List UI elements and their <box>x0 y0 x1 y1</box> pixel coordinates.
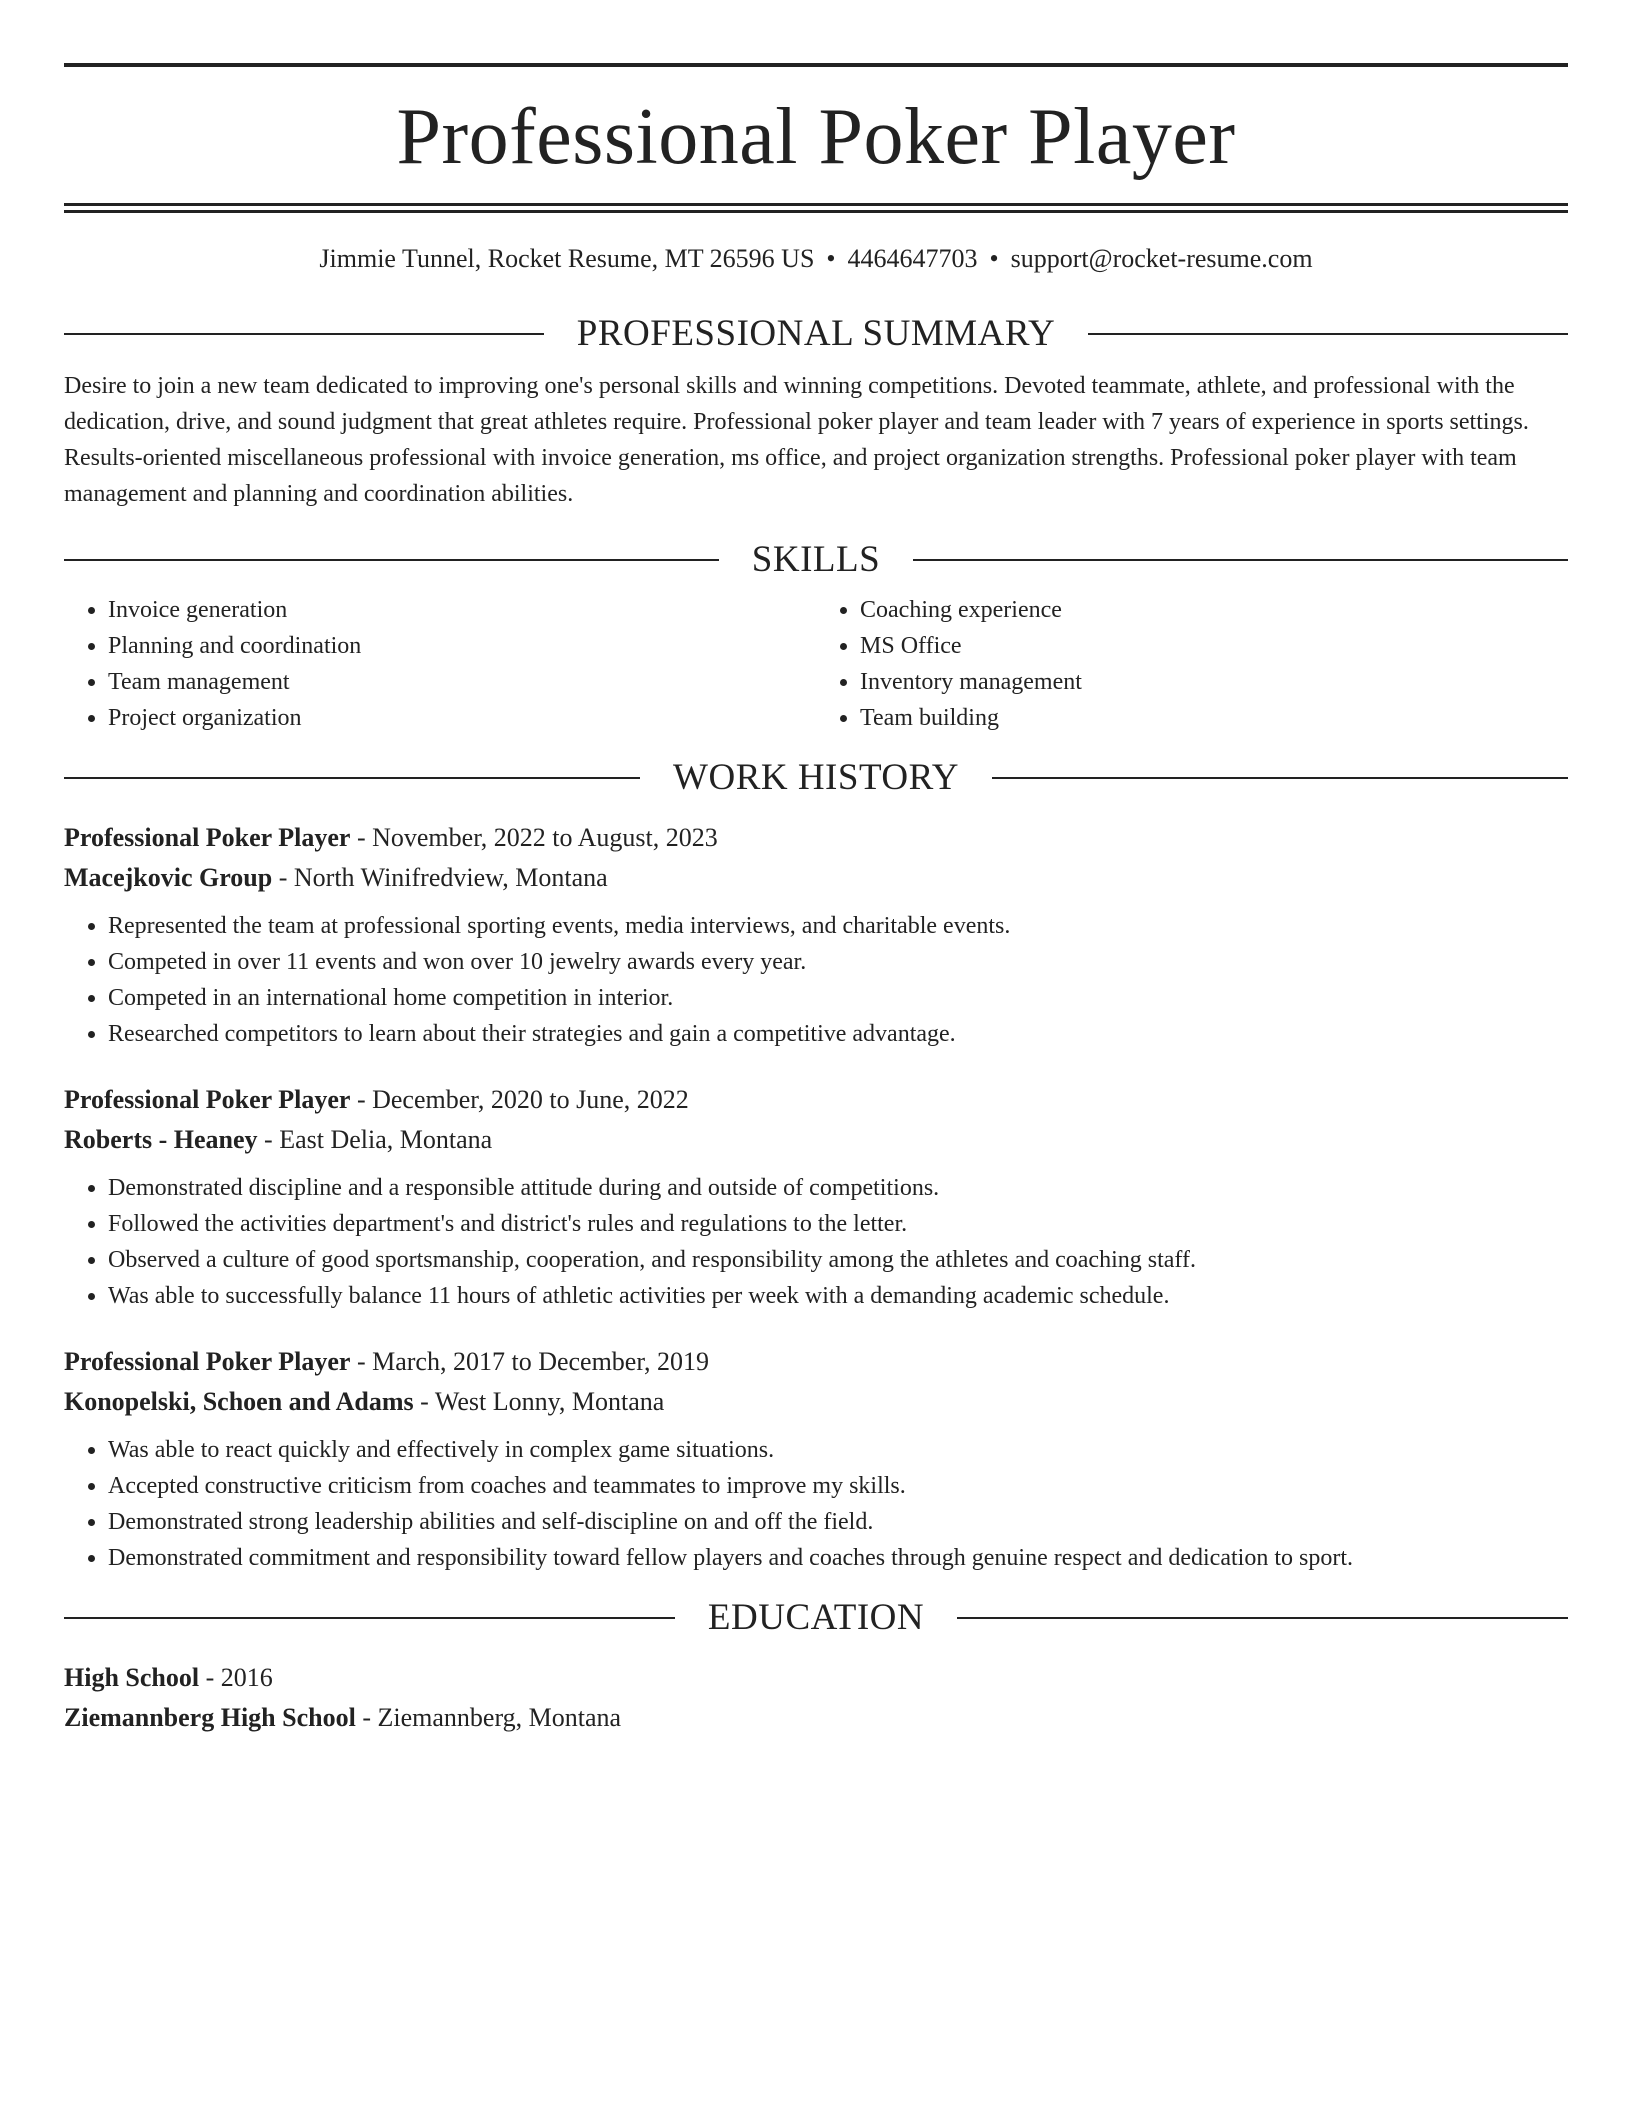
education-entry <box>64 1658 1568 1738</box>
graduation-year: 2016 <box>220 1663 273 1692</box>
job-company-line <box>64 858 1568 898</box>
skills-column-left <box>64 592 816 736</box>
job-location: East Delia, Montana <box>279 1125 493 1154</box>
heading-rule <box>64 777 640 779</box>
job-location: West Lonny, Montana <box>434 1387 665 1416</box>
job-company: Macejkovic Group <box>64 863 273 892</box>
list-item: • Demonstrated discipline and a responsible attitude during and outside of competitions. <box>108 1170 1568 1206</box>
skill-item: • Project organization <box>108 700 816 736</box>
list-item: • Competed in an international home competition in interior. <box>108 980 1568 1016</box>
job-company-line <box>64 1120 1568 1160</box>
job-dates: December, 2020 to June, 2022 <box>372 1085 689 1114</box>
job-title: Professional Poker Player <box>64 1347 351 1376</box>
skill-item: • Invoice generation <box>108 592 816 628</box>
work-heading <box>64 756 1568 800</box>
skills-heading <box>64 538 1568 582</box>
dash: - <box>350 1085 373 1114</box>
dash: - <box>272 863 294 892</box>
degree-line <box>64 1658 1568 1698</box>
heading-rule <box>957 1617 1568 1619</box>
contact-separator: • <box>989 244 999 273</box>
heading-rule <box>1088 333 1568 335</box>
skill-item: • Inventory management <box>860 664 1568 700</box>
job-bullets <box>64 908 1568 1052</box>
school-name: Ziemannberg High School <box>64 1703 356 1732</box>
contact-email: support@rocket-resume.com <box>1010 244 1313 273</box>
dash: - <box>350 1347 373 1376</box>
job-dates: November, 2022 to August, 2023 <box>372 823 718 852</box>
list-item: • Accepted constructive criticism from coaches and teammates to improve my skills. <box>108 1468 1568 1504</box>
section-title: WORK HISTORY <box>673 757 959 798</box>
resume-page <box>64 0 1568 1738</box>
list-item: • Observed a culture of good sportsmanship, cooperation, and responsibility among the athletes and coaching staff. <box>108 1242 1568 1278</box>
job-title-line <box>64 1080 1568 1120</box>
heading-rule <box>913 559 1568 561</box>
job-company: Konopelski, Schoen and Adams <box>64 1387 414 1416</box>
summary-heading <box>64 312 1568 356</box>
job-title-line <box>64 1342 1568 1382</box>
section-title: PROFESSIONAL SUMMARY <box>576 313 1056 354</box>
skills-column-right <box>816 592 1568 736</box>
job-title-line <box>64 818 1568 858</box>
job-company: Roberts - Heaney <box>64 1125 258 1154</box>
list-item: • Competed in over 11 events and won over 10 jewelry awards every year. <box>108 944 1568 980</box>
skill-item: • Team management <box>108 664 816 700</box>
skill-item: • Coaching experience <box>860 592 1568 628</box>
heading-rule <box>64 333 544 335</box>
job-title: Professional Poker Player <box>64 1085 351 1114</box>
double-rule <box>64 203 1568 213</box>
list-item: • Was able to react quickly and effectively in complex game situations. <box>108 1432 1568 1468</box>
job-bullets <box>64 1170 1568 1314</box>
job-entry <box>64 1342 1568 1576</box>
dash: - <box>355 1703 378 1732</box>
dash: - <box>199 1663 221 1692</box>
top-rule <box>64 63 1568 67</box>
list-item: • Demonstrated strong leadership abilities and self-discipline on and off the field. <box>108 1504 1568 1540</box>
job-title: Professional Poker Player <box>64 823 351 852</box>
job-entry <box>64 818 1568 1052</box>
education-heading <box>64 1596 1568 1640</box>
skill-item: • Team building <box>860 700 1568 736</box>
degree: High School <box>64 1663 200 1692</box>
contact-phone: 4464647703 <box>847 244 978 273</box>
skill-item: • Planning and coordination <box>108 628 816 664</box>
contact-address: Jimmie Tunnel, Rocket Resume, MT 26596 US <box>319 244 815 273</box>
list-item: • Demonstrated commitment and responsibility toward fellow players and coaches through genuine respect and dedication to sport. <box>108 1540 1568 1576</box>
dash: - <box>413 1387 435 1416</box>
heading-rule <box>64 559 719 561</box>
contact-separator: • <box>826 244 836 273</box>
contact-line <box>64 243 1568 275</box>
list-item: • Followed the activities department's and district's rules and regulations to the letter. <box>108 1206 1568 1242</box>
job-entry <box>64 1080 1568 1314</box>
skills-list <box>64 592 1568 736</box>
heading-rule <box>992 777 1568 779</box>
dash: - <box>257 1125 280 1154</box>
dash: - <box>350 823 373 852</box>
section-title: EDUCATION <box>707 1597 925 1638</box>
list-item: • Was able to successfully balance 11 hours of athletic activities per week with a demanding academic schedule. <box>108 1278 1568 1314</box>
job-company-line <box>64 1382 1568 1422</box>
list-item: • Represented the team at professional sporting events, media interviews, and charitable events. <box>108 908 1568 944</box>
section-title: SKILLS <box>751 539 881 580</box>
skill-item: • MS Office <box>860 628 1568 664</box>
school-location: Ziemannberg, Montana <box>377 1703 622 1732</box>
heading-rule <box>64 1617 675 1619</box>
job-dates: March, 2017 to December, 2019 <box>372 1347 709 1376</box>
school-line <box>64 1698 1568 1738</box>
list-item: • Researched competitors to learn about their strategies and gain a competitive advantage. <box>108 1016 1568 1052</box>
page-title: Professional Poker Player <box>396 93 1236 181</box>
job-bullets <box>64 1432 1568 1576</box>
job-location: North Winifredview, Montana <box>293 863 608 892</box>
summary-text: Desire to join a new team dedicated to improving one's personal skills and winning competitions. Devoted teammate, athlete, and professional with the dedication, drive, and sound judgment that great athletes require. Professional poker player and team leader with 7 years of experience in sports settings. Results-oriented miscellaneous professional with invoice generation, ms office, and project organization strengths. Professional poker player with team management and planning and coordination abilities. <box>64 373 1529 507</box>
